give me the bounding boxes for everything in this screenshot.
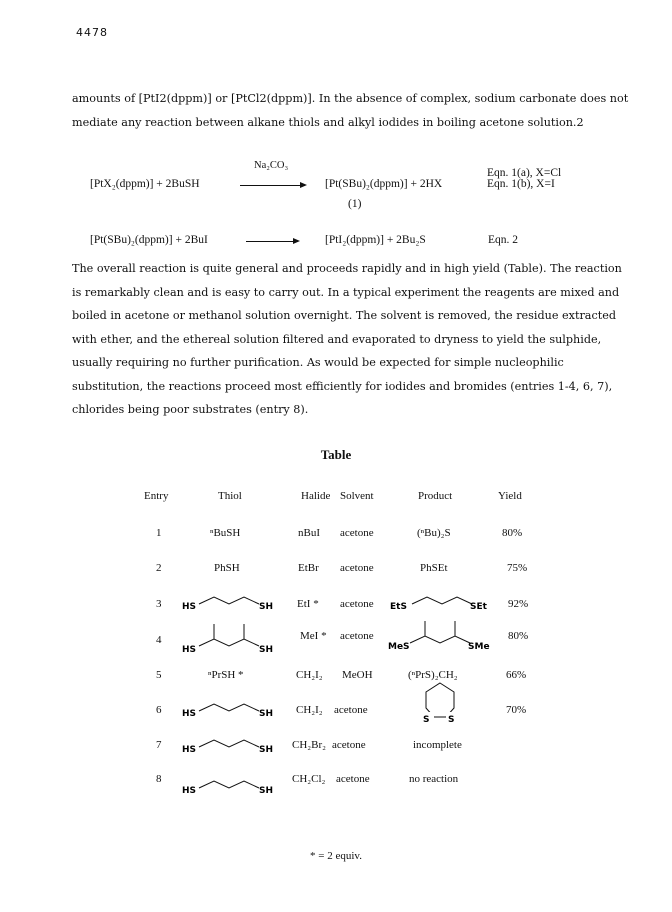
row1-yield: 80% — [502, 527, 523, 539]
structure-label: SH — [259, 786, 274, 796]
row4-thiol-structure — [182, 620, 282, 656]
structure-label: HS — [182, 645, 197, 655]
row1-thiol: ⁿBuSH — [210, 527, 241, 539]
row1-solvent: acetone — [340, 527, 374, 539]
row1-product: (ⁿBu)₂S — [417, 527, 451, 539]
row6-entry: 6 — [156, 704, 162, 716]
row3-thiol-structure — [182, 588, 280, 616]
row3-yield: 92% — [508, 598, 529, 610]
row5-thiol: ⁿPrSH * — [208, 669, 244, 681]
structure-label: EtS — [390, 602, 407, 612]
eq1-label-b: Eqn. 1(b), X=I — [487, 178, 555, 190]
carbon-chain — [199, 781, 259, 788]
structure-label: SH — [259, 645, 274, 655]
row2-yield: 75% — [507, 562, 528, 574]
structure-label: HS — [182, 602, 197, 612]
row2-halide: EtBr — [298, 562, 319, 574]
eq1-compound-number: (1) — [348, 198, 362, 210]
structure-label: S — [448, 715, 455, 725]
intro-line: mediate any reaction between alkane thiols and alkyl iodides in boiling acetone solution.2 — [72, 115, 584, 129]
intro-paragraph — [72, 87, 629, 134]
carbon-chain — [412, 597, 472, 604]
body-line: with ether, and the ethereal solution filtered and evaporated to dryness to yield the sulphide, — [72, 332, 602, 346]
row4-entry: 4 — [156, 634, 162, 646]
eq2-right: [PtI₂(dppm)] + 2Bu₂S — [325, 234, 426, 246]
table-footnote: * = 2 equiv. — [310, 850, 362, 862]
structure-label: HS — [182, 745, 197, 755]
page-number: 4478 — [76, 26, 108, 39]
row1-halide: nBuI — [298, 527, 320, 539]
row3-product-structure — [390, 588, 492, 616]
intro-line: amounts of [PtI2(dppm)] or [PtCl2(dppm)]. In the absence of complex, sodium carbonate does not — [72, 92, 629, 105]
table-title: Table — [320, 447, 352, 462]
eq1-left: [PtX₂(dppm)] + 2BuSH — [90, 178, 200, 190]
structure-label: S — [423, 715, 430, 725]
row3-halide: EtI * — [297, 598, 319, 610]
eq1-right: [Pt(SBu)₂(dppm)] + 2HX — [325, 178, 443, 190]
row8-entry: 8 — [156, 773, 162, 785]
row6-product-dithiane-ring — [413, 680, 467, 728]
row6-solvent: acetone — [334, 704, 368, 716]
row7-solvent: acetone — [332, 739, 366, 751]
structure-label: SH — [259, 602, 274, 612]
body-line: is remarkably clean and is easy to carry out. In a typical experiment the reagents are mixed and — [72, 285, 620, 299]
row3-solvent: acetone — [340, 598, 374, 610]
header-halide: Halide — [301, 490, 331, 502]
carbon-chain — [199, 639, 259, 646]
eq1-labels — [487, 168, 561, 190]
ring-bonds — [426, 683, 454, 717]
structure-label: HS — [182, 709, 197, 719]
row5-product: (ⁿPrS)₂CH₂ — [408, 669, 458, 681]
body-line: usually requiring no further purification. As would be expected for simple nucleophilic — [72, 356, 564, 369]
eq2-arrow — [246, 241, 298, 242]
header-entry: Entry — [144, 490, 169, 502]
structure-label: HS — [182, 786, 197, 796]
row5-solvent: MeOH — [342, 669, 373, 681]
row6-thiol-structure — [182, 695, 280, 723]
carbon-chain — [410, 636, 470, 643]
row2-solvent: acetone — [340, 562, 374, 574]
structure-label: SEt — [470, 602, 487, 612]
header-thiol: Thiol — [218, 490, 242, 502]
row7-halide: CH₂Br₂ — [292, 739, 326, 751]
header-product: Product — [418, 490, 453, 502]
structure-label: SH — [259, 745, 274, 755]
body-line: boiled in acetone or methanol solution overnight. The solvent is removed, the residue extracted — [72, 309, 617, 322]
row5-yield: 66% — [506, 669, 527, 681]
row8-product: no reaction — [409, 773, 459, 785]
row4-product-structure — [388, 618, 496, 654]
eq2-left: [Pt(SBu)₂(dppm)] + 2BuI — [90, 234, 208, 246]
row7-thiol-structure — [182, 731, 280, 759]
row4-yield: 80% — [508, 630, 529, 642]
body-paragraph — [72, 257, 622, 422]
eq2-label: Eqn. 2 — [488, 234, 519, 246]
carbon-chain — [199, 597, 259, 604]
row1-entry: 1 — [156, 527, 162, 539]
carbon-chain — [199, 740, 259, 747]
row6-halide: CH₂I₂ — [296, 704, 323, 716]
row5-halide: CH₂I₂ — [296, 669, 323, 681]
header-yield: Yield — [498, 490, 522, 502]
row7-product: incomplete — [413, 739, 462, 751]
row2-entry: 2 — [156, 562, 162, 574]
row6-yield: 70% — [506, 704, 527, 716]
row5-entry: 5 — [156, 669, 162, 681]
row8-halide: CH₂Cl₂ — [292, 773, 326, 785]
row2-thiol: PhSH — [214, 562, 240, 574]
row4-solvent: acetone — [340, 630, 374, 642]
structure-label: SMe — [468, 642, 490, 652]
structure-label: MeS — [388, 642, 410, 652]
structure-label: SH — [259, 709, 274, 719]
row4-halide: MeI * — [300, 630, 327, 642]
row2-product: PhSEt — [420, 562, 448, 574]
header-solvent: Solvent — [340, 490, 374, 502]
body-line: The overall reaction is quite general and proceeds rapidly and in high yield (Table). The reaction — [72, 262, 622, 275]
body-line: substitution, the reactions proceed most efficiently for iodides and bromides (entries 1-4, 6, 7), — [72, 379, 613, 393]
body-line: chlorides being poor substrates (entry 8). — [72, 403, 309, 416]
row7-entry: 7 — [156, 739, 162, 751]
carbon-chain — [199, 704, 259, 711]
eq1-label-a: Eqn. 1(a), X=Cl — [487, 167, 562, 179]
row8-thiol-structure — [182, 772, 280, 800]
row3-entry: 3 — [156, 598, 162, 610]
eq1-arrow — [240, 185, 305, 186]
row8-solvent: acetone — [336, 773, 370, 785]
eq1-reagent: Na₂CO₃ — [254, 160, 289, 171]
